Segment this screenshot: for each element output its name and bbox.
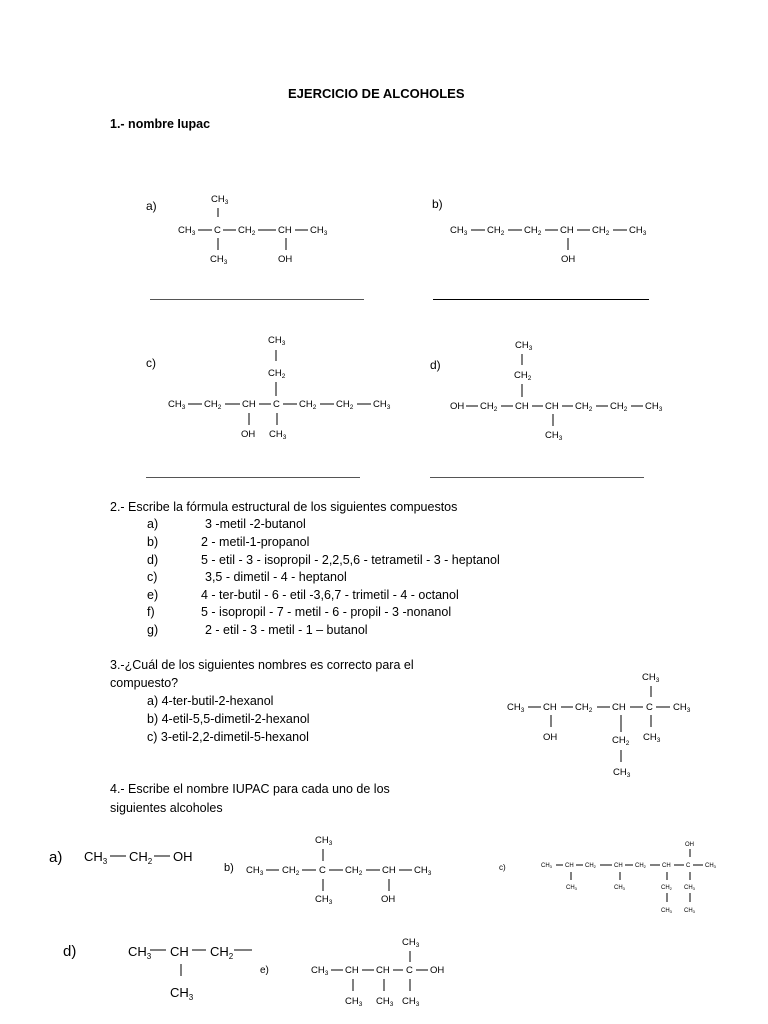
q2-item-text: 2 - metil-1-propanol [201,535,310,549]
svg-text:CH: CH [662,863,671,869]
svg-text:CH3: CH3 [614,885,625,891]
svg-text:CH3: $CH_3$ [645,401,663,413]
svg-text:CH2: $CH_2$ [524,225,542,237]
q4-label-c: c) [499,863,506,872]
svg-text:CH3: $CH_3$ [414,865,432,877]
svg-text:CH2: $CH_2$ [575,702,593,714]
svg-text:CH3: $CH_3$ [515,340,533,352]
svg-text:CH: CH [278,225,292,236]
svg-text:CH3: $CH_3$ [642,672,660,684]
svg-text:CH3: $CH_3$ [373,399,391,411]
q2-item-letter: c) [147,570,158,584]
svg-text:OH: OH [381,894,396,905]
svg-text:CH3: $CH_3$ [168,399,186,411]
q3-question-line1: 3.-¿Cuál de los siguientes nombres es correcto para el [110,658,414,672]
svg-text:CH2: CH2 [635,863,646,869]
svg-text:CH2: $CH_2$ [129,849,153,866]
q2-item-letter: e) [147,588,159,602]
svg-text:OH: OH [278,254,293,265]
svg-text:CH3: CH3 [684,885,695,891]
q2-item-letter: f) [147,605,155,619]
svg-text:CH2: $CH_2$ [238,225,256,237]
svg-text:CH3: $CH_3$ [84,849,108,866]
q4-label-e: e) [260,965,269,976]
svg-text:CH3: $CH_3$ [402,996,420,1008]
svg-text:CH: CH [382,865,396,876]
svg-text:CH: CH [565,863,574,869]
q2-item-text: 4 - ter-butil - 6 - etil -3,6,7 - trimetil - 4 - octanol [201,588,459,602]
svg-text:CH: CH [614,863,623,869]
svg-text:CH2: $CH_2$ [204,399,222,411]
svg-text:CH2: $CH_2$ [612,735,630,747]
q4-label-d: d) [63,943,77,960]
q2-heading: 2.- Escribe la fórmula estructural de los siguientes compuestos [110,500,458,514]
svg-text:CH3: $CH_3$ [450,225,468,237]
structure-4c [541,842,717,914]
svg-text:CH3: $CH_3$ [269,429,287,441]
structure-4d [128,944,252,1002]
q3-option[interactable]: a) 4-ter-butil-2-hexanol [147,694,274,708]
svg-text:CH3: $CH_3$ [545,430,563,442]
svg-text:CH3: $CH_3$ [128,944,152,961]
svg-text:CH3: $CH_3$ [376,996,394,1008]
svg-text:CH3: $CH_3$ [345,996,363,1008]
svg-text:C: C [214,225,221,236]
svg-text:CH3: $CH_3$ [210,254,228,266]
svg-text:CH3: CH3 [705,863,716,869]
q4-label-a: a) [49,849,63,866]
svg-text:CH: CH [545,401,559,412]
svg-text:CH3: CH3 [566,885,577,891]
svg-text:OH: OH [241,429,256,440]
svg-text:CH2: $CH_2$ [487,225,505,237]
svg-text:CH3: $CH_3$ [643,732,661,744]
structure-4e [311,937,444,1008]
q1-label-a: a) [146,199,157,213]
svg-text:CH3: $CH_3$ [178,225,196,237]
svg-text:CH3: $CH_3$ [673,702,691,714]
svg-text:C: C [273,399,280,410]
q4-question-line2: siguientes alcoholes [110,801,223,815]
svg-text:CH2: $CH_2$ [268,368,286,380]
svg-text:OH: OH [543,732,558,743]
svg-text:CH: CH [242,399,256,410]
svg-text:CH: CH [345,965,359,976]
q2-item-text: 5 - isopropil - 7 - metil - 6 - propil - 3 -nonanol [201,605,452,619]
svg-text:CH: CH [170,944,189,959]
svg-text:C: C [406,965,413,976]
svg-text:OH: OH [430,965,445,976]
q3-option[interactable]: b) 4-etil-5,5-dimetil-2-hexanol [147,712,310,726]
q3-question-line2: compuesto? [110,676,179,690]
svg-text:CH2: $CH_2$ [282,865,300,877]
svg-text:CH: CH [612,702,626,713]
svg-text:CH3: $CH_3$ [507,702,525,714]
q4-question-line1: 4.- Escribe el nombre IUPAC para cada uno de los [110,782,390,796]
svg-text:CH2: $CH_2$ [210,944,234,961]
svg-text:CH3: $CH_3$ [310,225,328,237]
svg-text:CH2: $CH_2$ [514,370,532,382]
q1-label-d: d) [430,358,441,372]
svg-text:CH: CH [515,401,529,412]
svg-text:CH3: CH3 [661,908,672,914]
svg-text:CH3: $CH_3$ [402,937,420,949]
q1-heading: 1.- nombre Iupac [110,117,211,131]
q2-item-letter: b) [147,535,159,549]
svg-text:C: C [319,865,326,876]
svg-text:CH2: $CH_2$ [336,399,354,411]
svg-text:CH2: $CH_2$ [610,401,628,413]
svg-text:CH2: $CH_2$ [480,401,498,413]
svg-text:CH3: $CH_3$ [268,335,286,347]
svg-text:OH: OH [561,254,576,265]
q2-item-text: 3,5 - dimetil - 4 - heptanol [205,570,347,584]
svg-text:CH3: $CH_3$ [246,865,264,877]
q2-item-text: 2 - etil - 3 - metil - 1 – butanol [205,623,368,637]
svg-text:CH3: CH3 [684,908,695,914]
svg-text:C: C [646,702,653,713]
svg-text:CH3: $CH_3$ [211,194,229,206]
svg-text:CH: CH [376,965,390,976]
svg-text:CH3: $CH_3$ [170,985,194,1002]
svg-text:CH2: $CH_2$ [299,399,317,411]
svg-text:CH2: CH2 [585,863,596,869]
q2-item-letter: d) [147,553,159,567]
svg-text:CH3: $CH_3$ [311,965,329,977]
page-title: EJERCICIO DE ALCOHOLES [288,86,465,101]
svg-text:C: C [686,863,691,869]
svg-text:CH3: $CH_3$ [613,767,631,779]
structure-4a [84,849,193,866]
svg-text:OH: OH [450,401,465,412]
svg-text:CH: CH [543,702,557,713]
svg-text:CH3: $CH_3$ [629,225,647,237]
svg-text:CH: CH [560,225,574,236]
svg-text:CH2: $CH_2$ [345,865,363,877]
svg-text:OH: OH [173,849,193,864]
q2-item-text: 3 -metil -2-butanol [205,517,306,531]
q2-item-letter: g) [147,623,159,637]
svg-text:CH2: CH2 [661,885,672,891]
svg-text:OH: OH [685,842,694,848]
q2-item-letter: a) [147,517,159,531]
structure-4b [246,835,432,906]
q2-item-text: 5 - etil - 3 - isopropil - 2,2,5,6 - tetrametil - 3 - heptanol [201,553,500,567]
svg-text:CH3: $CH_3$ [315,835,333,847]
q1-label-b: b) [432,197,443,211]
svg-text:CH3: CH3 [541,863,552,869]
q3-option[interactable]: c) 3-etil-2,2-dimetil-5-hexanol [147,730,309,744]
q4-label-b: b) [224,862,234,874]
q1-label-c: c) [146,356,156,370]
svg-text:CH2: $CH_2$ [592,225,610,237]
svg-text:CH2: $CH_2$ [575,401,593,413]
svg-text:CH3: $CH_3$ [315,894,333,906]
